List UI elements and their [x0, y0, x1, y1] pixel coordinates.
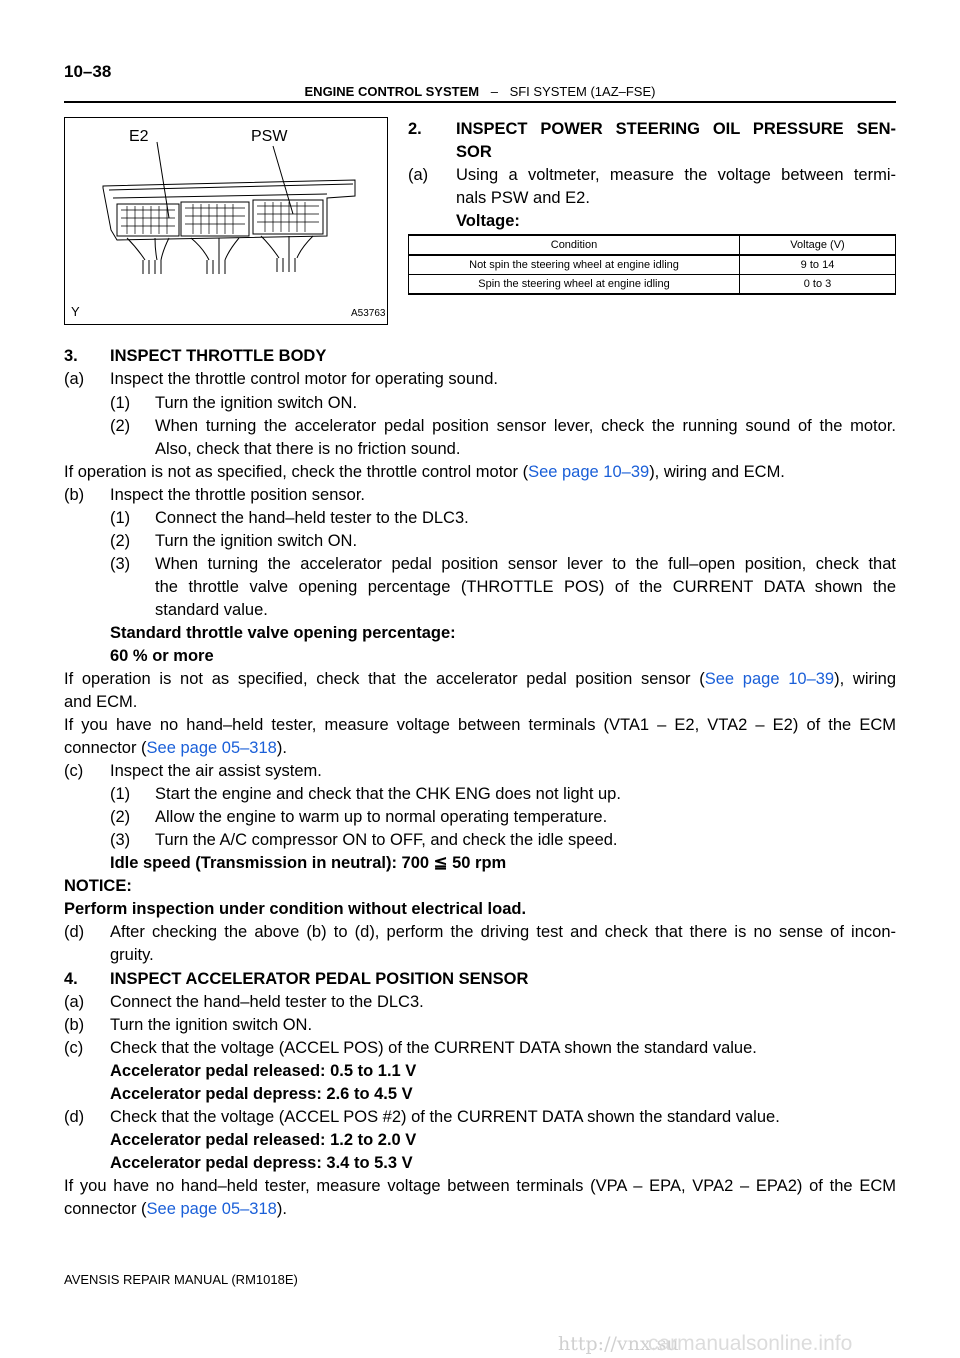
step3c-label: (c)	[64, 762, 84, 780]
step2-title-line2: SOR	[456, 143, 492, 161]
watermark-right: carmanualsonline.info	[648, 1332, 853, 1355]
step3a2-line1: When turning the accelerator pedal position sensor lever, check the running sound of the motor.	[155, 417, 896, 435]
table-header-condition: Condition	[409, 235, 740, 255]
connector-figure	[64, 117, 388, 325]
step3-number: 3.	[64, 347, 78, 365]
note-text: ), wiring	[834, 670, 896, 688]
see-page-link[interactable]: See page 10–39	[528, 463, 650, 481]
accel-spec-depress: Accelerator pedal depress: 2.6 to 4.5 V	[110, 1085, 413, 1103]
voltage-table	[408, 234, 896, 295]
see-page-link[interactable]: See page 05–318	[146, 739, 277, 757]
std-throttle-title: Standard throttle valve opening percentage:	[110, 624, 456, 642]
step3b3-line2: the throttle valve opening percentage (THROTTLE POS) of the CURRENT DATA shown the	[155, 578, 896, 596]
step4-note-line2	[64, 1198, 287, 1221]
step2-number: 2.	[408, 120, 422, 138]
table-header-voltage: Voltage (V)	[740, 235, 896, 255]
step3b-note2-line2	[64, 737, 287, 760]
step3c3-label: (3)	[110, 831, 131, 849]
accel2-spec-released: Accelerator pedal released: 1.2 to 2.0 V	[110, 1131, 417, 1149]
notice-text: Perform inspection under condition without electrical load.	[64, 900, 527, 918]
step2-title-line1: INSPECT POWER STEERING OIL PRESSURE SEN-	[456, 120, 896, 138]
section-name: ENGINE CONTROL SYSTEM	[304, 84, 480, 99]
note-text: ).	[276, 1200, 287, 1218]
step3d-line1: After checking the above (b) to (d), perform the driving test and check that there is no sense of incon-	[110, 923, 896, 941]
step3a2-label: (2)	[110, 417, 131, 435]
watermark-left: http://vnx.su	[558, 1333, 679, 1355]
step4d-label: (d)	[64, 1108, 85, 1126]
table-cell: 0 to 3	[740, 275, 896, 295]
step3c2-label: (2)	[110, 808, 131, 826]
step4a-text: Connect the hand–held tester to the DLC3.	[110, 993, 424, 1011]
notice-title: NOTICE:	[64, 877, 132, 895]
step3b-note1-line1	[64, 668, 896, 691]
step3b1-text: Connect the hand–held tester to the DLC3.	[155, 509, 469, 527]
corner-mark: Y	[71, 304, 80, 319]
label-psw: PSW	[251, 128, 288, 145]
manual-footer: AVENSIS REPAIR MANUAL (RM1018E)	[64, 1272, 298, 1287]
table-cell: Spin the steering wheel at engine idling	[409, 275, 740, 295]
note-text: ), wiring and ECM.	[649, 463, 785, 481]
step3-title: INSPECT THROTTLE BODY	[110, 347, 327, 365]
step3c2-text: Allow the engine to warm up to normal operating temperature.	[155, 808, 608, 826]
step3c1-text: Start the engine and check that the CHK ENG does not light up.	[155, 785, 621, 803]
step4b-text: Turn the ignition switch ON.	[110, 1016, 313, 1034]
step3d-label: (d)	[64, 923, 85, 941]
step2a-line1: Using a voltmeter, measure the voltage between termi-	[456, 166, 896, 184]
step3b3-label: (3)	[110, 555, 131, 573]
note-text: ).	[276, 739, 287, 757]
page-number: 10–38	[64, 62, 112, 81]
step3a-text: Inspect the throttle control motor for operating sound.	[110, 370, 498, 388]
step3b-note2-line1: If you have no hand–held tester, measure voltage between terminals (VTA1 – E2, VTA2 – E2) of the ECM	[64, 716, 896, 734]
table-cell: Not spin the steering wheel at engine idling	[409, 255, 740, 275]
note-text: connector (	[64, 739, 147, 757]
subsection-name: SFI SYSTEM (1AZ–FSE)	[509, 84, 656, 99]
step2a-line2: nals PSW and E2.	[456, 189, 590, 207]
see-page-link[interactable]: See page 10–39	[704, 670, 835, 688]
see-page-link[interactable]: See page 05–318	[146, 1200, 277, 1218]
table-header-row	[409, 235, 896, 255]
idle-speed-spec: Idle speed (Transmission in neutral): 700 ≦ 50 rpm	[110, 854, 507, 872]
label-e2: E2	[129, 128, 149, 145]
step3b2-text: Turn the ignition switch ON.	[155, 532, 358, 550]
note-text: If operation is not as specified, check that the accelerator pedal position sensor (	[64, 670, 705, 688]
step3b2-label: (2)	[110, 532, 131, 550]
note-text: connector (	[64, 1200, 147, 1218]
step3a1-text: Turn the ignition switch ON.	[155, 394, 358, 412]
table-row	[409, 275, 896, 295]
header-rule	[64, 101, 896, 103]
step4-title: INSPECT ACCELERATOR PEDAL POSITION SENSOR	[110, 970, 529, 988]
step4-number: 4.	[64, 970, 78, 988]
step4d-text: Check that the voltage (ACCEL POS #2) of the CURRENT DATA shown the standard value.	[110, 1108, 780, 1126]
step3b3-line3: standard value.	[155, 601, 268, 619]
step3b1-label: (1)	[110, 509, 131, 527]
step3a-note	[64, 461, 785, 484]
step4-note-line1: If you have no hand–held tester, measure voltage between terminals (VPA – EPA, VPA2 – EPA2) of the ECM	[64, 1177, 896, 1195]
step4c-text: Check that the voltage (ACCEL POS) of the CURRENT DATA shown the standard value.	[110, 1039, 757, 1057]
step4a-label: (a)	[64, 993, 85, 1011]
step3a-label: (a)	[64, 370, 85, 388]
step3a1-label: (1)	[110, 394, 131, 412]
step3c3-text: Turn the A/C compressor ON to OFF, and check the idle speed.	[155, 831, 618, 849]
step3b-text: Inspect the throttle position sensor.	[110, 486, 365, 504]
note-text: If operation is not as specified, check the throttle control motor (	[64, 463, 529, 481]
std-throttle-value: 60 % or more	[110, 647, 214, 665]
step3c-text: Inspect the air assist system.	[110, 762, 322, 780]
step3b-note1-line2: and ECM.	[64, 693, 138, 711]
step3a2-line2: Also, check that there is no friction sound.	[155, 440, 461, 458]
accel-spec-released: Accelerator pedal released: 0.5 to 1.1 V	[110, 1062, 417, 1080]
voltage-label: Voltage:	[456, 212, 520, 230]
step2a-label: (a)	[408, 166, 429, 184]
table-row	[409, 255, 896, 275]
step3b-label: (b)	[64, 486, 85, 504]
step3c1-label: (1)	[110, 785, 131, 803]
step4b-label: (b)	[64, 1016, 85, 1034]
step4c-label: (c)	[64, 1039, 84, 1057]
section-title	[0, 84, 960, 99]
step3d-line2: gruity.	[110, 946, 154, 964]
table-cell: 9 to 14	[740, 255, 896, 275]
figure-code: A53763	[351, 308, 386, 319]
step3b3-line1: When turning the accelerator pedal position sensor lever to the full–open position, check that	[155, 555, 896, 573]
section-separator: –	[490, 84, 498, 99]
accel2-spec-depress: Accelerator pedal depress: 3.4 to 5.3 V	[110, 1154, 413, 1172]
ecm-connector-illustration	[65, 118, 387, 324]
